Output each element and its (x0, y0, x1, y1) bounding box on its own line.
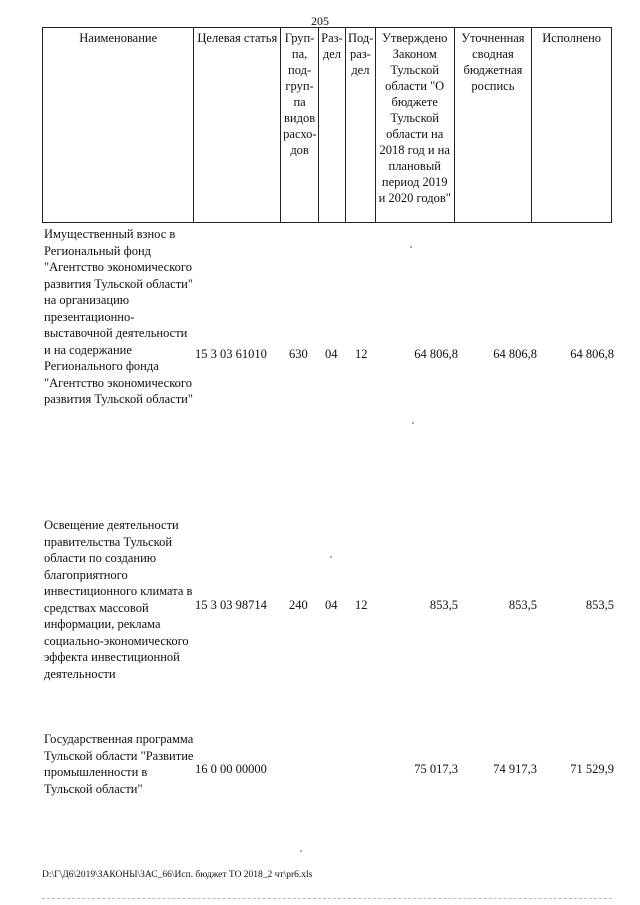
row-specified: 853,5 (508, 598, 537, 612)
row-name: Государственная программа Тульской области "Развитие промышленности в Тульской области" (44, 732, 194, 796)
row-group: 240 (289, 598, 308, 612)
page-number: 205 (311, 14, 329, 28)
row-name: Освещение деятельности правительства Тульской области по созданию благоприятного инвестиционного климата в средствах массовой информации, реклама социально-экономического эффекта инвестиционной деятельности (44, 518, 193, 681)
row-specified: 74 917,3 (493, 762, 537, 776)
row-target: 15 3 03 98714 (195, 598, 267, 612)
row-approved: 853,5 (429, 598, 458, 612)
table-header (42, 27, 612, 223)
row-name: Имущественный взнос в Региональный фонд "Агентство экономического развития Тульской области" на организацию презентационно-выставочной деятельности и на содержание Регионального фонда "Агентство экономического развития Тульской области" (44, 227, 193, 406)
scan-speck (412, 422, 414, 424)
table-row (44, 517, 614, 697)
header-group: Груп-па, под-груп-па видов расхо-дов (281, 28, 319, 222)
table-row (44, 226, 614, 486)
scan-speck (410, 246, 412, 248)
header-approved: Утверждено Законом Тульской области "О бюджете Тульской области на 2018 год и на плановый период 2019 и 2020 годов" (376, 28, 455, 222)
row-subsection: 12 (355, 598, 368, 612)
header-section: Раз-дел (319, 28, 346, 222)
row-specified: 64 806,8 (493, 347, 537, 361)
row-section: 04 (325, 598, 338, 612)
row-subsection: 12 (355, 347, 368, 361)
row-approved: 64 806,8 (414, 347, 458, 361)
row-approved: 75 017,3 (414, 762, 458, 776)
scan-speck (300, 850, 302, 852)
header-name: Наименование (43, 28, 194, 222)
file-path-footer: D:\Г\Д6\2019\ЗАКОНЫ\ЗАС_66\Исп. бюджет ТО 2018_2 чт\pr6.xls (42, 870, 313, 880)
row-executed: 64 806,8 (570, 347, 614, 361)
row-target: 15 3 03 61010 (195, 347, 267, 361)
page-edge-line (42, 898, 612, 899)
row-executed: 71 529,9 (570, 762, 614, 776)
table-row (44, 731, 614, 821)
row-group: 630 (289, 347, 308, 361)
scan-speck (330, 556, 332, 558)
header-executed: Исполнено (542, 31, 602, 45)
row-section: 04 (325, 347, 338, 361)
header-target: Целевая статья (194, 28, 281, 222)
header-specified: Уточненная сводная бюджетная роспись (455, 28, 533, 222)
header-subsection: Под-раз-дел (346, 28, 376, 222)
row-executed: 853,5 (585, 598, 614, 612)
row-target: 16 0 00 00000 (195, 762, 267, 776)
